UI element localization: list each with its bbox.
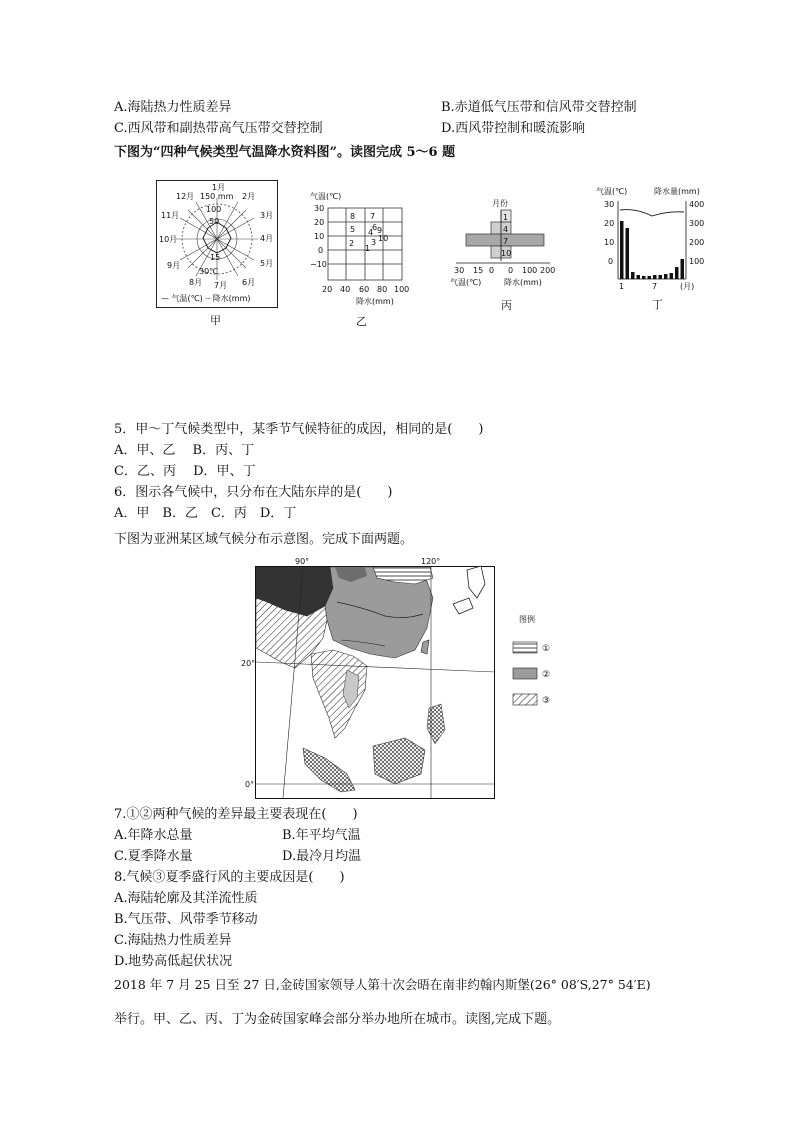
- left-tick: 30: [604, 200, 615, 209]
- point-label: 7: [370, 212, 376, 221]
- month-label: 3月: [260, 211, 274, 220]
- left-tick: 20: [604, 219, 615, 228]
- climate-map: [241, 557, 595, 800]
- final-intro-line1: 2018 年 7 月 25 日至 27 日,金砖国家领导人第十次会晤在南非约翰内斯堡(26° 08′S,27° 54′E): [114, 977, 651, 992]
- caption-ding: 丁: [652, 299, 663, 311]
- q4-option-b: B.赤道低气压带和信风带交替控制: [441, 100, 637, 115]
- temp-tick: 15: [210, 253, 221, 262]
- q6-options: A．甲 B．乙 C．丙 D．丁: [114, 506, 297, 521]
- month-label: 1月: [212, 183, 226, 192]
- x-tick: 15: [473, 266, 484, 275]
- legend-title: 图例: [519, 615, 535, 624]
- month-label: 10月: [159, 235, 178, 244]
- point-label: 8: [350, 212, 356, 221]
- final-intro-line2: 举行。甲、乙、丙、丁为金砖国家峰会部分举办地所在城市。读图,完成下题。: [114, 1012, 561, 1027]
- x-tick: 100: [394, 285, 410, 294]
- figure-ding: [596, 183, 716, 295]
- x-tick: 60: [359, 285, 370, 294]
- figure-yi: [310, 188, 412, 312]
- month-label: 11月: [161, 211, 180, 220]
- y-tick: 20: [314, 218, 325, 227]
- month-label: 12月: [176, 192, 195, 201]
- q7-option-a: A.年降水总量: [114, 828, 193, 843]
- point-label: 5: [350, 225, 356, 234]
- q4-option-c: C.西风带和副热带高气压带交替控制: [114, 121, 323, 136]
- figure-bing: [446, 195, 558, 295]
- q7-stem: 7.①②两种气候的差异最主要表现在( ): [114, 807, 358, 822]
- month-label: 2月: [242, 192, 256, 201]
- month-tick: 10: [501, 249, 512, 258]
- q8-stem: 8.气候③夏季盛行风的主要成因是( ): [114, 870, 345, 885]
- temp-tick: 30℃: [199, 267, 219, 276]
- q7-option-c: C.夏季降水量: [114, 849, 193, 864]
- right-axis-label: 降水量(mm): [654, 187, 700, 196]
- month-label: 6月: [242, 278, 256, 287]
- month-label: 5月: [260, 259, 274, 268]
- lat-label: 20°: [241, 659, 256, 668]
- right-tick: 300: [689, 219, 705, 228]
- q5-stem: 5．甲～丁气候类型中，某季节气候特征的成因，相同的是( ): [114, 422, 484, 437]
- point-label: 2: [349, 239, 355, 248]
- q8-option-b: B.气压带、风带季节移动: [114, 912, 258, 927]
- y-tick: 0: [318, 246, 324, 255]
- x-unit: (月): [680, 282, 695, 291]
- x-tick: 80: [377, 285, 388, 294]
- legend-item: ①: [542, 644, 551, 654]
- month-label: 8月: [189, 278, 203, 287]
- legend-item: ③: [542, 696, 551, 706]
- month-label: 9月: [167, 261, 181, 270]
- precip-tick: 50: [209, 217, 220, 226]
- x-tick: 40: [340, 285, 351, 294]
- y-tick: −10: [310, 260, 327, 269]
- q7-option-d: D.最冷月均温: [282, 849, 362, 864]
- right-tick: 100: [689, 257, 705, 266]
- caption-bing: 丙: [501, 300, 512, 312]
- lat-label: 0°: [245, 780, 255, 789]
- x-tick: 0: [489, 266, 495, 275]
- point-label: 3: [371, 238, 377, 247]
- lon-label: 90°: [295, 557, 310, 566]
- right-tick: 200: [689, 238, 705, 247]
- x-tick: 0: [508, 266, 514, 275]
- left-axis-label: 气温(℃): [450, 278, 482, 287]
- y-tick: 30: [314, 204, 325, 213]
- right-axis-label: 降水(mm): [504, 278, 542, 287]
- x-tick: 20: [322, 285, 333, 294]
- right-tick: 400: [689, 200, 705, 209]
- x-axis-label: 降水(mm): [356, 297, 394, 306]
- q5-options-ab: A．甲、乙 B．丙、丁: [114, 443, 255, 458]
- point-label: 6: [372, 223, 378, 232]
- q4-option-d: D.西风带控制和暖流影响: [441, 121, 586, 136]
- q4-option-a: A.海陆热力性质差异: [114, 100, 232, 115]
- month-tick: 7: [503, 237, 509, 246]
- intro-5-6: 下图为“四种气候类型气温降水资料图”。读图完成 5～6 题: [114, 145, 456, 160]
- q5-options-cd: C．乙、丙 D．甲、丁: [114, 464, 256, 479]
- left-tick: 10: [604, 238, 615, 247]
- left-axis-label: 气温(℃): [596, 187, 628, 196]
- intro-map: 下图为亚洲某区域气候分布示意图。完成下面两题。: [114, 532, 414, 547]
- point-label: 9: [377, 226, 383, 235]
- y-axis-label: 气温(℃): [310, 192, 342, 201]
- x-tick: 30: [454, 266, 465, 275]
- point-label: 10: [378, 234, 389, 243]
- caption-jia: 甲: [210, 315, 221, 327]
- left-tick: 0: [608, 257, 614, 266]
- point-label: 4: [368, 228, 374, 237]
- month-label: 7月: [214, 281, 228, 290]
- lon-label: 120°: [421, 557, 441, 566]
- title: 月份: [492, 199, 508, 208]
- month-tick: 1: [503, 213, 509, 222]
- precip-tick: 100: [206, 205, 222, 214]
- x-tick: 100: [522, 266, 538, 275]
- caption-yi: 乙: [356, 316, 367, 328]
- precip-tick: 150 mm: [200, 192, 234, 201]
- legend-item: ②: [542, 670, 551, 680]
- q6-stem: 6．图示各气候中，只分布在大陆东岸的是( ): [114, 485, 393, 500]
- y-tick: 10: [314, 232, 325, 241]
- legend: — 气温(℃) ┈ 降水(mm): [161, 294, 251, 303]
- point-label: 1: [365, 244, 371, 253]
- month-label: 4月: [260, 234, 274, 243]
- q7-option-b: B.年平均气温: [282, 828, 361, 843]
- x-tick: 200: [540, 266, 556, 275]
- q8-option-a: A.海陆轮廓及其洋流性质: [114, 891, 258, 906]
- x-tick: 7: [652, 282, 658, 291]
- figure-jia: [156, 180, 278, 308]
- x-tick: 1: [619, 282, 625, 291]
- month-tick: 4: [503, 225, 509, 234]
- q8-option-c: C.海陆热力性质差异: [114, 933, 232, 948]
- q8-option-d: D.地势高低起伏状况: [114, 954, 233, 969]
